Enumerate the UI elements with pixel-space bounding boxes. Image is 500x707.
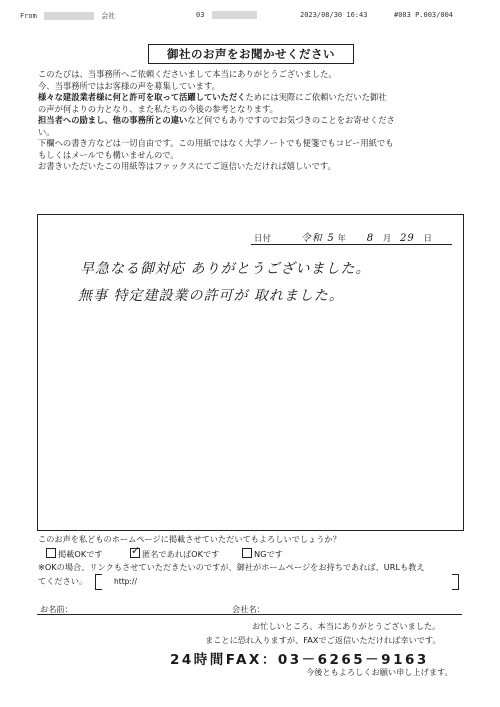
intro-line: 今、当事務所ではお客様の声を募集しています。	[38, 80, 220, 91]
intro-line: い。	[38, 126, 55, 137]
checkbox-checked[interactable]	[130, 548, 140, 558]
url-input[interactable]	[92, 574, 462, 588]
closing-request: まことに恐れ入りますが、FAXでご返信いただければ幸いです。	[205, 635, 441, 645]
checkbox[interactable]	[242, 548, 252, 558]
fax-page-info: #003 P.003/004	[394, 11, 454, 19]
date-underline	[251, 244, 452, 245]
fax-company-suffix: 会社	[101, 12, 116, 20]
date-month: 8	[366, 233, 375, 244]
intro-line: お書きいただいたこの用紙等はファックスにてご返信いただければ嬉しいです。	[38, 161, 336, 171]
consent-question: このお声を私どものホームページに掲載させていただいてもよろしいでしょうか？	[38, 534, 341, 544]
intro-line: 担当者への励まし、他の事務所との違いなど何でもありですのでお気づきのことをお寄せくださ	[38, 115, 395, 125]
date-year: 5	[327, 233, 335, 244]
name-label: お名前：	[40, 604, 73, 614]
handwritten-line: 無事 特定建設業の許可が 取れました。	[78, 288, 344, 304]
company-label: 会社名：	[232, 604, 265, 614]
fax-phone-prefix: 03	[196, 11, 205, 19]
fax-from	[20, 11, 115, 21]
link-note-cont: てください。	[38, 576, 88, 586]
intro-text	[38, 69, 474, 173]
date-field	[254, 229, 432, 244]
intro-line: 様々な建設業者様に何と許可を取って活躍していただくためには実際にご依頼いただいた御社	[38, 92, 387, 102]
checkbox[interactable]	[46, 548, 56, 558]
closing-thanks: お忙しいところ、本当にありがとうございました。	[252, 621, 441, 631]
option-publish-ok[interactable]: 掲載OKです	[46, 548, 103, 560]
fax-number: 24時間FAX：03－6265－9163	[170, 652, 429, 668]
redacted-block	[212, 11, 257, 19]
option-anonymous-ok[interactable]: ✓ 匿名であればOKです	[130, 548, 219, 560]
date-era: 令和	[300, 233, 323, 244]
date-day: 29	[400, 233, 415, 244]
form-title: 御社のお声をお聞かせください	[148, 44, 354, 64]
date-label: 日付	[254, 234, 272, 244]
date-month-unit: 月	[382, 234, 392, 244]
closing-regards: 今後ともよろしくお願い申し上げます。	[306, 667, 453, 677]
date-year-unit: 年	[337, 234, 346, 244]
redacted-block	[44, 12, 94, 20]
option-ng[interactable]: NGです	[242, 548, 283, 560]
handwritten-line: 早急なる御対応 ありがとうございました。	[80, 261, 371, 277]
fax-from-label: From	[20, 12, 37, 20]
fax-phone	[196, 11, 260, 19]
intro-line: もしくはメールでも構いませんので。	[38, 149, 179, 160]
intro-line: このたびは、当事務所へご依頼くださいまして本当にありがとうございました。	[38, 69, 337, 79]
date-day-unit: 日	[423, 234, 432, 244]
intro-line: 下欄への書き方などは一切自由です。この用紙ではなく大学ノートでも便箋でもコピー用紙でも	[38, 138, 394, 148]
intro-line: の声が何よりの力となり、また私たちの今後の参考となります。	[38, 103, 278, 114]
fax-datetime: 2023/08/30 16:43	[300, 11, 368, 19]
url-prefix: http://	[114, 577, 137, 586]
link-note: ※OKの場合、リンクもさせていただきたいのですが、御社がホームページをお持ちであれば、URLも教え	[38, 562, 425, 572]
